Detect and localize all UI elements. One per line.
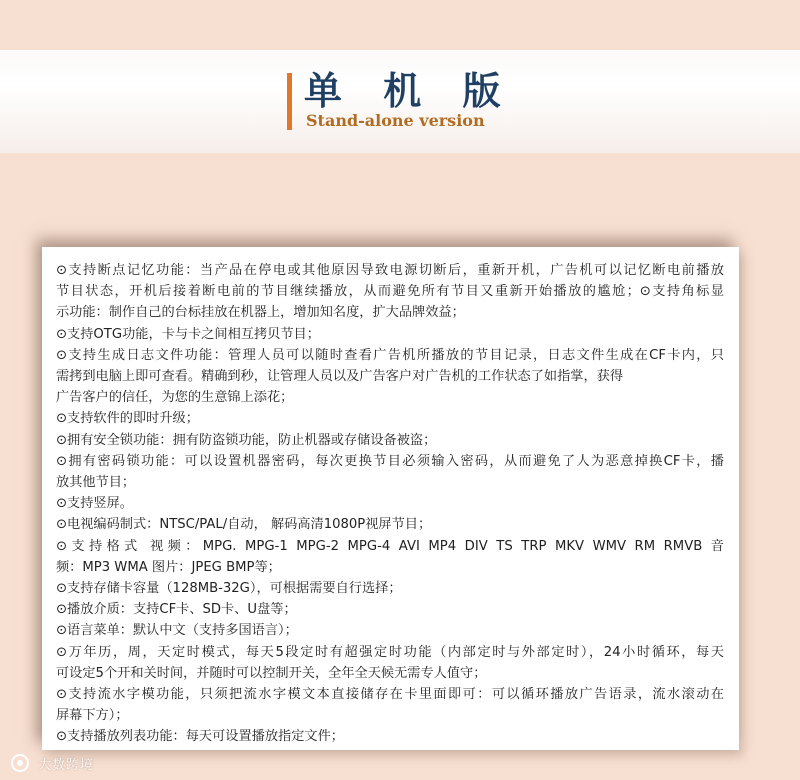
feature-line: ⊙万年历，周，天定时模式，每天5段定时有超强定时功能（内部定时与外部定时），24小时循环，每天 bbox=[56, 644, 724, 660]
feature-line: ⊙支持OTG功能，卡与卡之间相互拷贝节目； bbox=[56, 326, 320, 342]
feature-line: ⊙支持流水字模功能，只须把流水字模文本直接储存在卡里面即可：可以循环播放广告语录，流水滚动在 bbox=[56, 687, 724, 703]
feature-line: ⊙语言菜单：默认中文（支持多国语言）； bbox=[56, 623, 298, 639]
feature-line: 节目状态，开机后接着断电前的节目继续播放，从而避免所有节目又重新开始播放的尴尬；⊙支持角标显 bbox=[56, 284, 724, 300]
watermark-text: 大数跨境 bbox=[38, 757, 95, 773]
watermark-logo-icon bbox=[10, 753, 30, 773]
feature-line: 广告客户的信任，为您的生意锦上添花； bbox=[56, 390, 294, 406]
feature-line: 可设定5个开和关时间，并随时可以控制开关，全年全天候无需专人值守； bbox=[56, 665, 487, 681]
feature-line: ⊙支持断点记忆功能：当产品在停电或其他原因导致电源切断后，重新开机，广告机可以记忆断电前播放 bbox=[56, 263, 724, 278]
feature-list bbox=[56, 260, 724, 748]
feature-line: 需拷到电脑上即可查看。精确到秒，让管理人员以及广告客户对广告机的工作状态了如指掌，获得 bbox=[56, 369, 624, 385]
feature-line: ⊙播放介质：支持CF卡、SD卡、U盘等； bbox=[56, 602, 297, 618]
title-accent-bar bbox=[287, 73, 292, 130]
feature-line: ⊙支持生成日志文件功能：管理人员可以随时查看广告机所播放的节目记录，日志文件生成在CF卡内，只 bbox=[56, 347, 724, 363]
feature-line: ⊙支持播放列表功能：每天可设置播放指定文件； bbox=[56, 729, 344, 745]
feature-line: ⊙拥有密码锁功能：可以设置机器密码，每次更换节目必须输入密码，从而避免了人为恶意掉换CF卡，播 bbox=[56, 453, 724, 469]
feature-line: 放其他节目； bbox=[56, 475, 136, 491]
page-subtitle: Stand-alone version bbox=[306, 111, 485, 130]
feature-line: 频：MP3 WMA 图片：JPEG BMP等； bbox=[56, 559, 281, 575]
watermark bbox=[10, 752, 94, 774]
feature-line: 屏幕下方）； bbox=[56, 708, 129, 724]
page-title: 单 机 版 bbox=[304, 69, 515, 113]
feature-line: 示功能：制作自己的台标挂放在机器上，增加知名度，扩大品牌效益； bbox=[56, 305, 465, 321]
feature-line: ⊙支持存储卡容量（128MB-32G），可根据需要自行选择； bbox=[56, 581, 402, 597]
feature-line: ⊙支持竖屏。 bbox=[56, 496, 133, 512]
feature-line: ⊙拥有安全锁功能：拥有防盗锁功能，防止机器或存储设备被盗； bbox=[56, 432, 437, 448]
feature-line: ⊙支持格式 视频：MPG. MPG-1 MPG-2 MPG-4 AVI MP4 DIV TS TRP MKV WMV RM RMVB 音 bbox=[56, 538, 724, 554]
feature-line: ⊙电视编码制式：NTSC/PAL/自动， 解码高清1080P视屏节目； bbox=[56, 517, 432, 533]
feature-line: ⊙支持软件的即时升级； bbox=[56, 411, 199, 427]
